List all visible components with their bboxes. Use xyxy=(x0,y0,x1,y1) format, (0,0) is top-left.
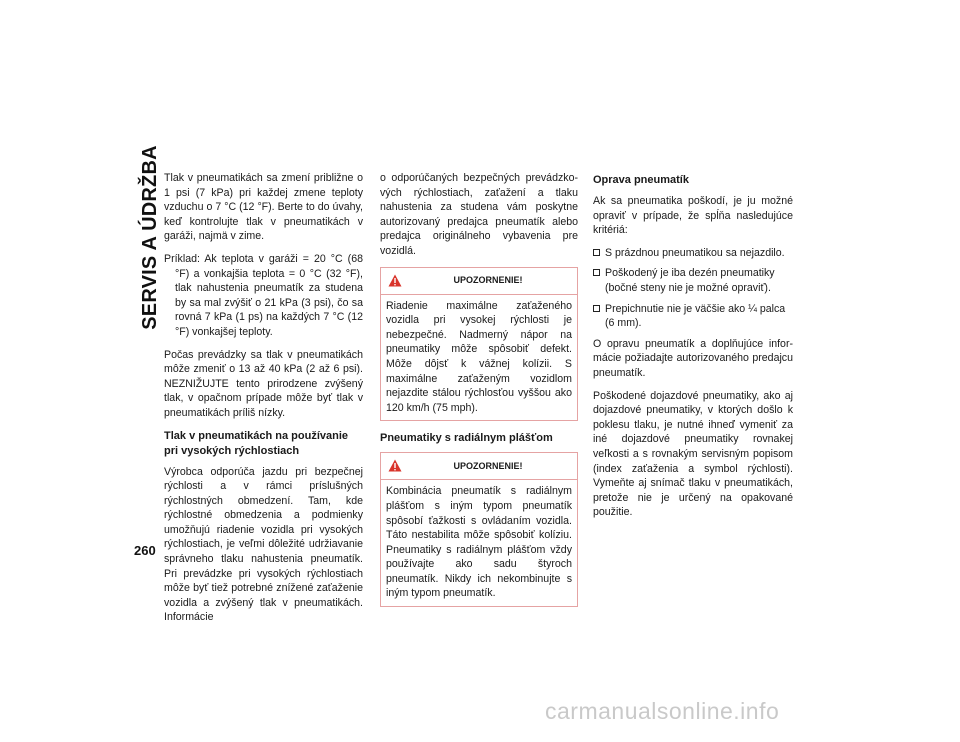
checkbox-bullet-icon xyxy=(593,305,600,312)
warning-text: Kombinácia pneumatík s radiálnym plášťom s iným typom pneumatík spôsobí ťažkosti s ovládaním vozidla. Táto nestabilita môže spôsobiť kolíziu. Pneumatiky s radiálnym plášťom vždy používajte ako sadu štyroch pneumatík. Nikdy ich nekombinujte s iným typom pneumatík. xyxy=(386,485,572,600)
section-heading: Oprava pneumatík xyxy=(593,174,689,186)
list-item-text: Poškodený je iba dezén pneumatiky (bočné steny nie je možné opraviť). xyxy=(605,267,775,294)
watermark: carmanualsonline.info xyxy=(545,698,780,724)
paragraph: o odporúčaných bezpečných prevádzkových rýchlostiach, zaťažení a tlaku nahustenia za studena vám poskytne autorizovaný predajca pneumatík alebo predajca originálneho vybavenia pre vozidlá. xyxy=(380,172,578,257)
column-2 xyxy=(380,171,578,617)
paragraph: Ak sa pneumatika poškodí, je ju možné opraviť v prípade, že spĺňa nasledujúce kritériá: xyxy=(593,195,793,237)
warning-triangle-icon xyxy=(388,274,402,287)
column-3 xyxy=(593,171,793,528)
warning-triangle-icon xyxy=(388,459,402,472)
checkbox-bullet-icon xyxy=(593,249,600,256)
paragraph: Poškodené dojazdové pneumatiky, ako aj dojazdové pneumatiky, v ktorých došlo k poklesu tlaku, je nutné ihneď vymeniť za iné dojazdové pneumatiky rovnakej veľkosti a s rovnakým servisným popisom (index zaťaženia a symbol rýchlosti). Vymeňte aj snímač tlaku v pneumatikách, pretože nie je určený na opakované použitie. xyxy=(593,389,793,519)
paragraph: Tlak v pneumatikách sa zmení približne o 1 psi (7 kPa) pri každej zmene teploty vzduchu o 7 °C (12 °F). Berte to do úvahy, keď kontrolujte tlak v pneumatikách v garáži, najmä v zime. xyxy=(164,172,363,243)
warning-box xyxy=(380,267,578,422)
warning-header xyxy=(381,268,577,295)
paragraph: Počas prevádzky sa tlak v pneumatikách môže zmeniť o 13 až 40 kPa (2 až 6 psi). NEZNIŽUJTE tento prirodzene zvýšený tlak, v opačnom prípade môže byť tlak v pneumatikách príliš nízky. xyxy=(164,348,363,419)
warning-body xyxy=(381,295,577,421)
list-item-text: S prázdnou pneumatikou sa nejazdilo. xyxy=(605,246,785,259)
column-1 xyxy=(164,171,363,633)
section-title xyxy=(137,144,163,330)
page-number: 260 xyxy=(134,543,156,558)
checkbox-bullet-icon xyxy=(593,269,600,276)
paragraph: Výrobca odporúča jazdu pri bezpečnej rýchlosti a v rámci príslušných rýchlostných obmedzení. Tam, kde rýchlostné obmedzenia a podmienky umožňujú riadenie vozidla pri vysokých rýchlostiach, je veľmi dôležité udržiavanie správneho tlaku nahustenia pneumatík. Pri prevádzke pri vysokých rýchlostiach môže byť tiež potrebné znížené zaťaženie vozidla a zvýšený tlak v pneumatikách. Informácie xyxy=(164,465,363,624)
warning-title: UPOZORNENIE! xyxy=(453,461,523,472)
section-heading: Tlak v pneumatikách na používanie pri vysokých rýchlostiach xyxy=(164,429,348,457)
warning-body xyxy=(381,480,577,606)
warning-box xyxy=(380,452,578,607)
list-item xyxy=(593,266,793,295)
section-title-text: SERVIS A ÚDRŽBA xyxy=(138,144,161,330)
paragraph: O opravu pneumatík a doplňujúce informácie požiadajte autorizovaného predajcu pneumatík. xyxy=(593,337,793,379)
section-heading: Pneumatiky s radiálnym plášťom xyxy=(380,432,553,445)
warning-header xyxy=(381,453,577,480)
list-item xyxy=(593,246,793,261)
warning-title: UPOZORNENIE! xyxy=(453,275,523,286)
list-item xyxy=(593,302,793,331)
criteria-list xyxy=(593,246,793,331)
example-paragraph: Príklad: Ak teplota v garáži = 20 °C (68 °F) a vonkajšia teplota = 0 °C (32 °F), tlak nahustenia pneumatík za studena by sa mal zvýšiť o 21 kPa (3 psi), čo sa rovná 7 kPa (1 ps) na každých 7 °C (12 °F) vonkajšej teploty. xyxy=(164,252,363,338)
warning-text: Riadenie maximálne zaťaženého vozidla pri vysokej rýchlosti je nebezpečné. Nadmerný nápor na pneumatiky môže spôsobiť defekt. Môže dôjsť k vážnej kolízii. S maximálne zaťaženým vozidlom nejazdite stálou rýchlosťou vyššou ako 120 km/h (75 mph). xyxy=(386,299,572,414)
list-item-text: Prepichnutie nie je väčšie ako ¼ palca (6 mm). xyxy=(605,302,786,330)
